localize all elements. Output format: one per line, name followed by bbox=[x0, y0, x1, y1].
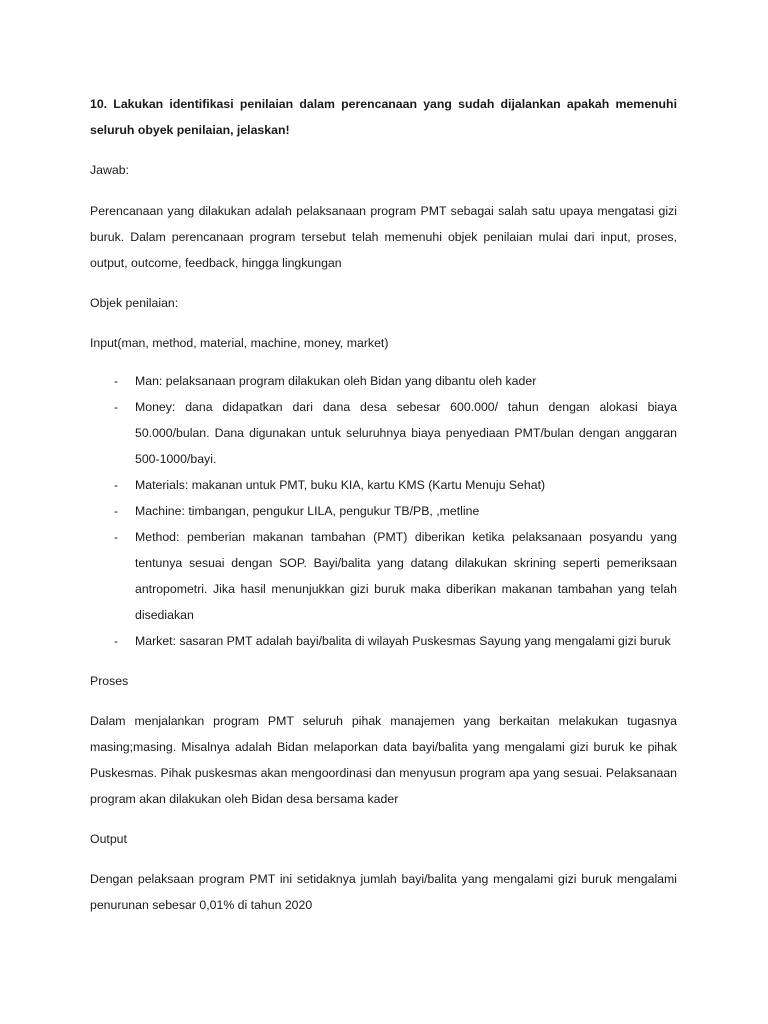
output-paragraph: Dengan pelaksaan program PMT ini setidaknya jumlah bayi/balita yang mengalami gizi buruk mengalami penurunan sebesar 0,01% di tahun 2020 bbox=[90, 872, 677, 912]
list-item-materials bbox=[90, 472, 677, 498]
list-item-text: Materials: makanan untuk PMT, buku KIA, kartu KMS (Kartu Menuju Sehat) bbox=[135, 478, 546, 492]
list-item-method bbox=[90, 524, 677, 628]
input-list bbox=[90, 368, 677, 654]
intro-paragraph: Perencanaan yang dilakukan adalah pelaksanaan program PMT sebagai salah satu upaya mengatasi gizi buruk. Dalam perencanaan program tersebut telah memenuhi objek penilaian mulai dari input, proses, output, outcome, feedback, hingga lingkungan bbox=[90, 204, 677, 270]
objects-heading: Objek penilaian: bbox=[90, 296, 179, 310]
list-item-machine bbox=[90, 498, 677, 524]
list-item-text: Market: sasaran PMT adalah bayi/balita di wilayah Puskesmas Sayung yang mengalami gizi buruk bbox=[135, 634, 671, 648]
list-item-text: Money: dana didapatkan dari dana desa sebesar 600.000/ tahun dengan alokasi biaya 50.000/bulan. Dana digunakan untuk seluruhnya biaya penyediaan PMT/bulan dengan anggaran 500-1000/bayi. bbox=[135, 400, 677, 466]
process-paragraph: Dalam menjalankan program PMT seluruh pihak manajemen yang berkaitan melakukan tugasnya masing;masing. Misalnya adalah Bidan melaporkan data bayi/balita yang mengalami gizi buruk ke pihak Puskesmas. Pihak puskesmas akan mengoordinasi dan menyusun program apa yang sesuai. Pelaksanaan program akan dilakukan oleh Bidan desa bersama kader bbox=[90, 714, 677, 806]
list-item-text: Machine: timbangan, pengukur LILA, pengukur TB/PB, ,metline bbox=[135, 504, 480, 518]
bullet-dash: - bbox=[114, 478, 119, 492]
bullet-dash: - bbox=[114, 530, 119, 544]
list-item-market bbox=[90, 628, 677, 654]
process-heading: Proses bbox=[90, 674, 129, 688]
list-item-man bbox=[90, 368, 677, 394]
list-item-text: Man: pelaksanaan program dilakukan oleh Bidan yang dibantu oleh kader bbox=[135, 374, 537, 388]
bullet-dash: - bbox=[114, 374, 119, 388]
answer-label: Jawab: bbox=[90, 163, 129, 177]
question-text: 10. Lakukan identifikasi penilaian dalam perencanaan yang sudah dijalankan apakah memenuhi seluruh obyek penilaian, jelaskan! bbox=[90, 97, 677, 137]
document-page bbox=[90, 91, 677, 918]
output-heading: Output bbox=[90, 832, 127, 846]
bullet-dash: - bbox=[114, 400, 119, 414]
input-heading: Input(man, method, material, machine, money, market) bbox=[90, 336, 389, 350]
list-item-money bbox=[90, 394, 677, 472]
list-item-text: Method: pemberian makanan tambahan (PMT) diberikan ketika pelaksanaan posyandu yang tentunya sesuai dengan SOP. Bayi/balita yang datang dilakukan skrining seperti pemeriksaan antropometri. Jika hasil menunjukkan gizi buruk maka diberikan makanan tambahan yang telah disediakan bbox=[135, 530, 677, 622]
bullet-dash: - bbox=[114, 504, 119, 518]
bullet-dash: - bbox=[114, 634, 119, 648]
